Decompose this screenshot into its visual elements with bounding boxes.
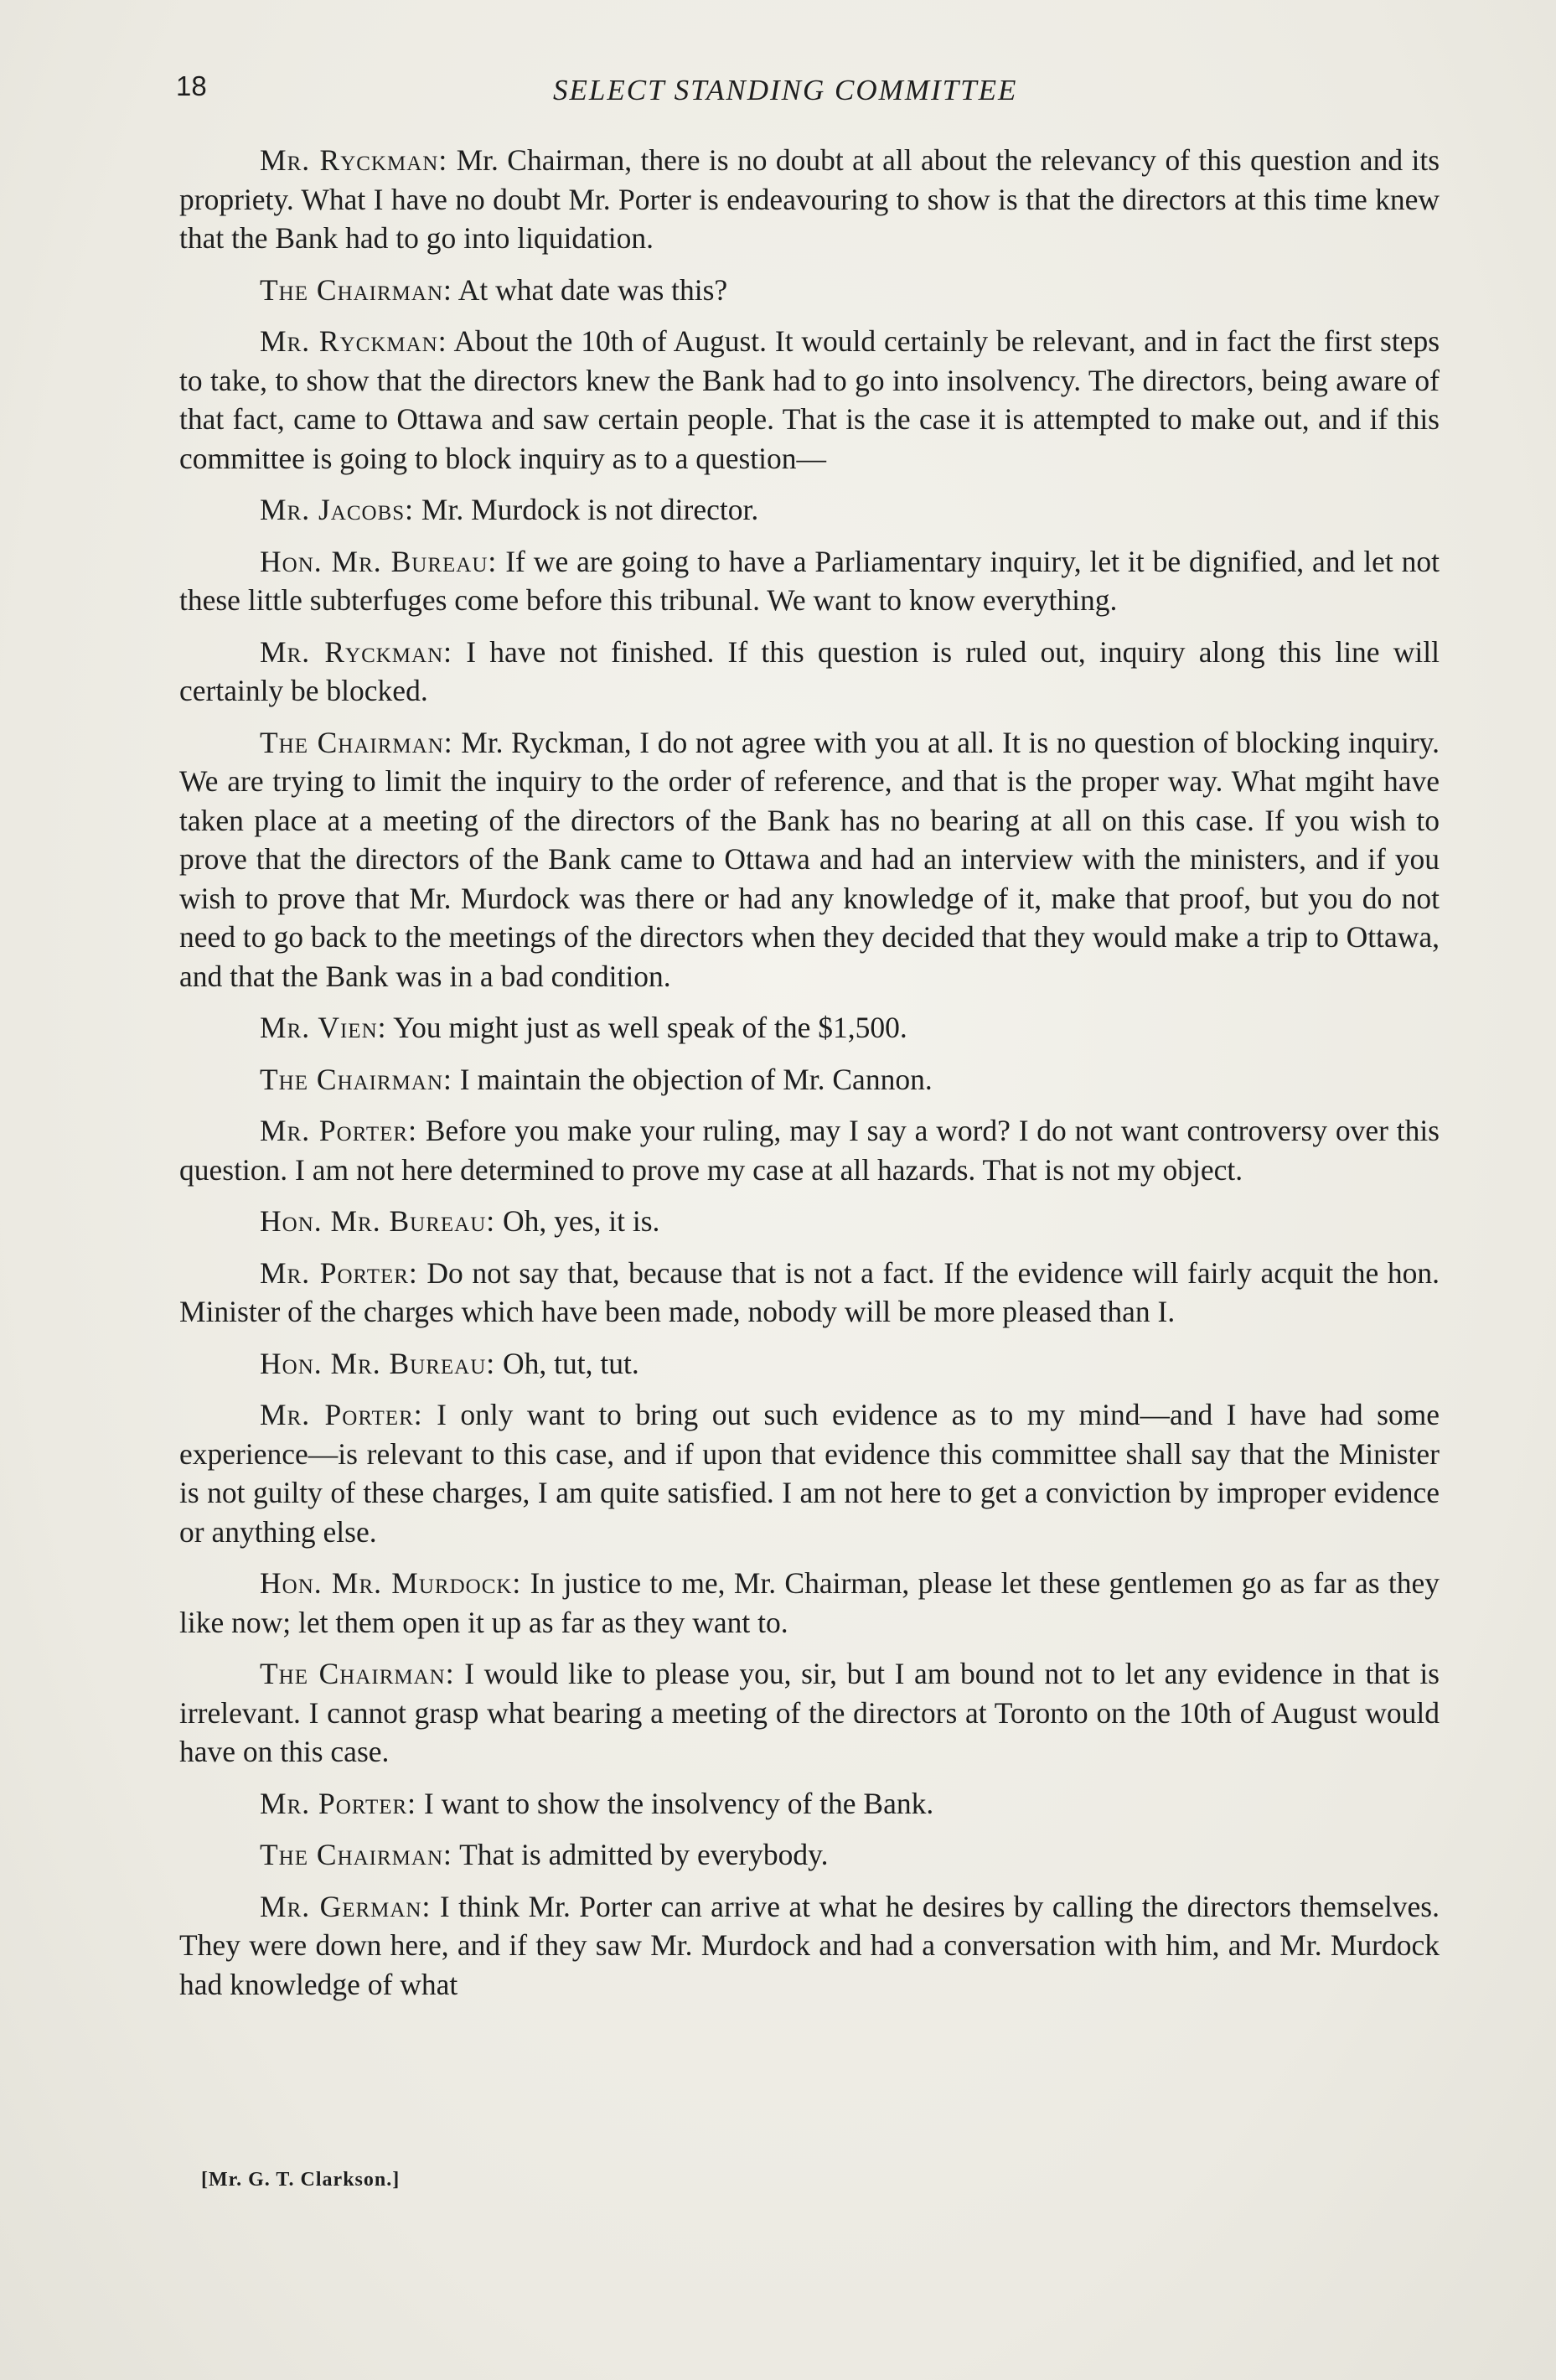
speaker-name: The Chairman:: [260, 272, 452, 307]
page-number: 18: [176, 70, 207, 101]
speech-text: Mr. Murdock is not director.: [421, 493, 759, 526]
speaker-name: Mr. German:: [260, 1889, 432, 1923]
speaker-name: Mr. Porter:: [260, 1786, 417, 1820]
paragraph: [179, 1344, 1440, 1384]
speaker-name: Mr. Jacobs:: [260, 493, 415, 526]
page-header: [176, 65, 1450, 116]
speech-text: Mr. Chairman, there is no doubt at all about the relevancy of this question and its propriety. What I have no doubt Mr. Porter is endeavouring to show is that the directors at this time knew that the Bank had to go into liquidation.: [179, 143, 1440, 255]
paragraph: [179, 1202, 1440, 1241]
speaker-name: Mr. Ryckman:: [260, 634, 452, 669]
paragraph: [179, 1395, 1440, 1551]
paragraph: [179, 1835, 1440, 1875]
speaker-name: The Chairman:: [260, 725, 453, 759]
paragraph: [179, 141, 1440, 258]
paragraph: [179, 322, 1440, 478]
speech-text: At what date was this?: [457, 272, 728, 307]
transcript-body: [179, 141, 1440, 2016]
paragraph: [179, 1654, 1440, 1772]
speech-text: I want to show the insolvency of the Bank.: [423, 1786, 934, 1820]
paragraph: [179, 1564, 1440, 1642]
paragraph: [179, 1784, 1440, 1824]
speaker-name: Mr. Vien:: [260, 1011, 387, 1044]
speech-text: In justice to me, Mr. Chairman, please let these gentlemen go as far as they like now; let them open it up as far as they want to.: [179, 1566, 1440, 1639]
speaker-name: Hon. Mr. Bureau:: [260, 544, 498, 578]
speech-text: I have not finished. If this question is ruled out, inquiry along this line will certainly be blocked.: [179, 634, 1440, 707]
paragraph: [179, 1111, 1440, 1189]
speaker-name: Hon. Mr. Bureau:: [260, 1204, 496, 1238]
speech-text: I would like to please you, sir, but I am bound not to let any evidence in that is irrelevant. I cannot grasp what bearing a meeting of the directors at Toronto on the 10th of August would have on this case.: [179, 1657, 1440, 1768]
witness-footnote: [Mr. G. T. Clarkson.]: [201, 2169, 401, 2191]
speech-text: About the 10th of August. It would certainly be relevant, and in fact the first steps to take, to show that the directors knew the Bank had to go into insolvency. The directors, being aware of that fact, came to Ottawa and saw certain people. That is the case it is attempted to make out, and if this committee is going to block inquiry as to a question—: [179, 324, 1440, 475]
speaker-name: Mr. Porter:: [260, 1255, 418, 1290]
speaker-name: Mr. Porter:: [260, 1114, 417, 1147]
speech-text: That is admitted by everybody.: [459, 1838, 829, 1871]
speaker-name: Mr. Porter:: [260, 1398, 423, 1431]
speaker-name: The Chairman:: [260, 1838, 452, 1871]
paragraph: [179, 1887, 1440, 2005]
speaker-name: Mr. Ryckman:: [260, 143, 448, 177]
speech-text: Oh, yes, it is.: [503, 1204, 660, 1238]
speech-text: If we are going to have a Parliamentary inquiry, let it be dignified, and let not these little subterfuges come before this tribunal. We want to know everything.: [179, 544, 1440, 617]
speaker-name: The Chairman:: [260, 1062, 452, 1096]
paragraph: [179, 1008, 1440, 1048]
speaker-name: The Chairman:: [260, 1657, 455, 1690]
speech-text: Mr. Ryckman, I do not agree with you at all. It is no question of blocking inquiry. We are trying to limit the inquiry to the order of reference, and that is the proper way. What mgiht have taken place at a meeting of the directors of the Bank has no bearing at all on this case. If you wish to prove that the directors of the Bank came to Ottawa and had an interview with the ministers, and if you wish to prove that Mr. Murdock was there or had any knowledge of it, make that proof, but you do not need to go back to the meetings of the directors when they decided that they would make a trip to Ottawa, and that the Bank was in a bad condition.: [179, 725, 1440, 993]
speaker-name: Mr. Ryckman:: [260, 324, 447, 358]
speech-text: Oh, tut, tut.: [503, 1346, 639, 1380]
speech-text: I think Mr. Porter can arrive at what he desires by calling the directors themselves. They were down here, and if they saw Mr. Murdock and had a conversation with him, and Mr. Murdock had knowledge of what: [179, 1889, 1440, 2001]
speech-text: Do not say that, because that is not a fact. If the evidence will fairly acquit the hon. Minister of the charges which have been made, nobody will be more pleased than I.: [179, 1255, 1440, 1328]
speaker-name: Hon. Mr. Bureau:: [260, 1346, 496, 1380]
speech-text: You might just as well speak of the $1,500.: [393, 1011, 907, 1044]
paragraph: [179, 1254, 1440, 1332]
paragraph: [179, 542, 1440, 620]
paragraph: [179, 490, 1440, 530]
speaker-name: Hon. Mr. Murdock:: [260, 1566, 522, 1600]
speech-text: I maintain the objection of Mr. Cannon.: [459, 1062, 933, 1096]
paragraph: [179, 723, 1440, 996]
paragraph: [179, 633, 1440, 711]
running-head: SELECT STANDING COMMITTEE: [553, 74, 1018, 106]
paragraph: [179, 271, 1440, 310]
speech-text: I only want to bring out such evidence as to my mind—and I have had some experience—is relevant to this case, and if upon that evidence this committee shall say that the Minister is not guilty of these charges, I am quite satisfied. I am not here to get a conviction by improper evidence or anything else.: [179, 1398, 1440, 1549]
speech-text: Before you make your ruling, may I say a word? I do not want controversy over this question. I am not here determined to prove my case at all hazards. That is not my object.: [179, 1114, 1440, 1187]
paragraph: [179, 1060, 1440, 1099]
